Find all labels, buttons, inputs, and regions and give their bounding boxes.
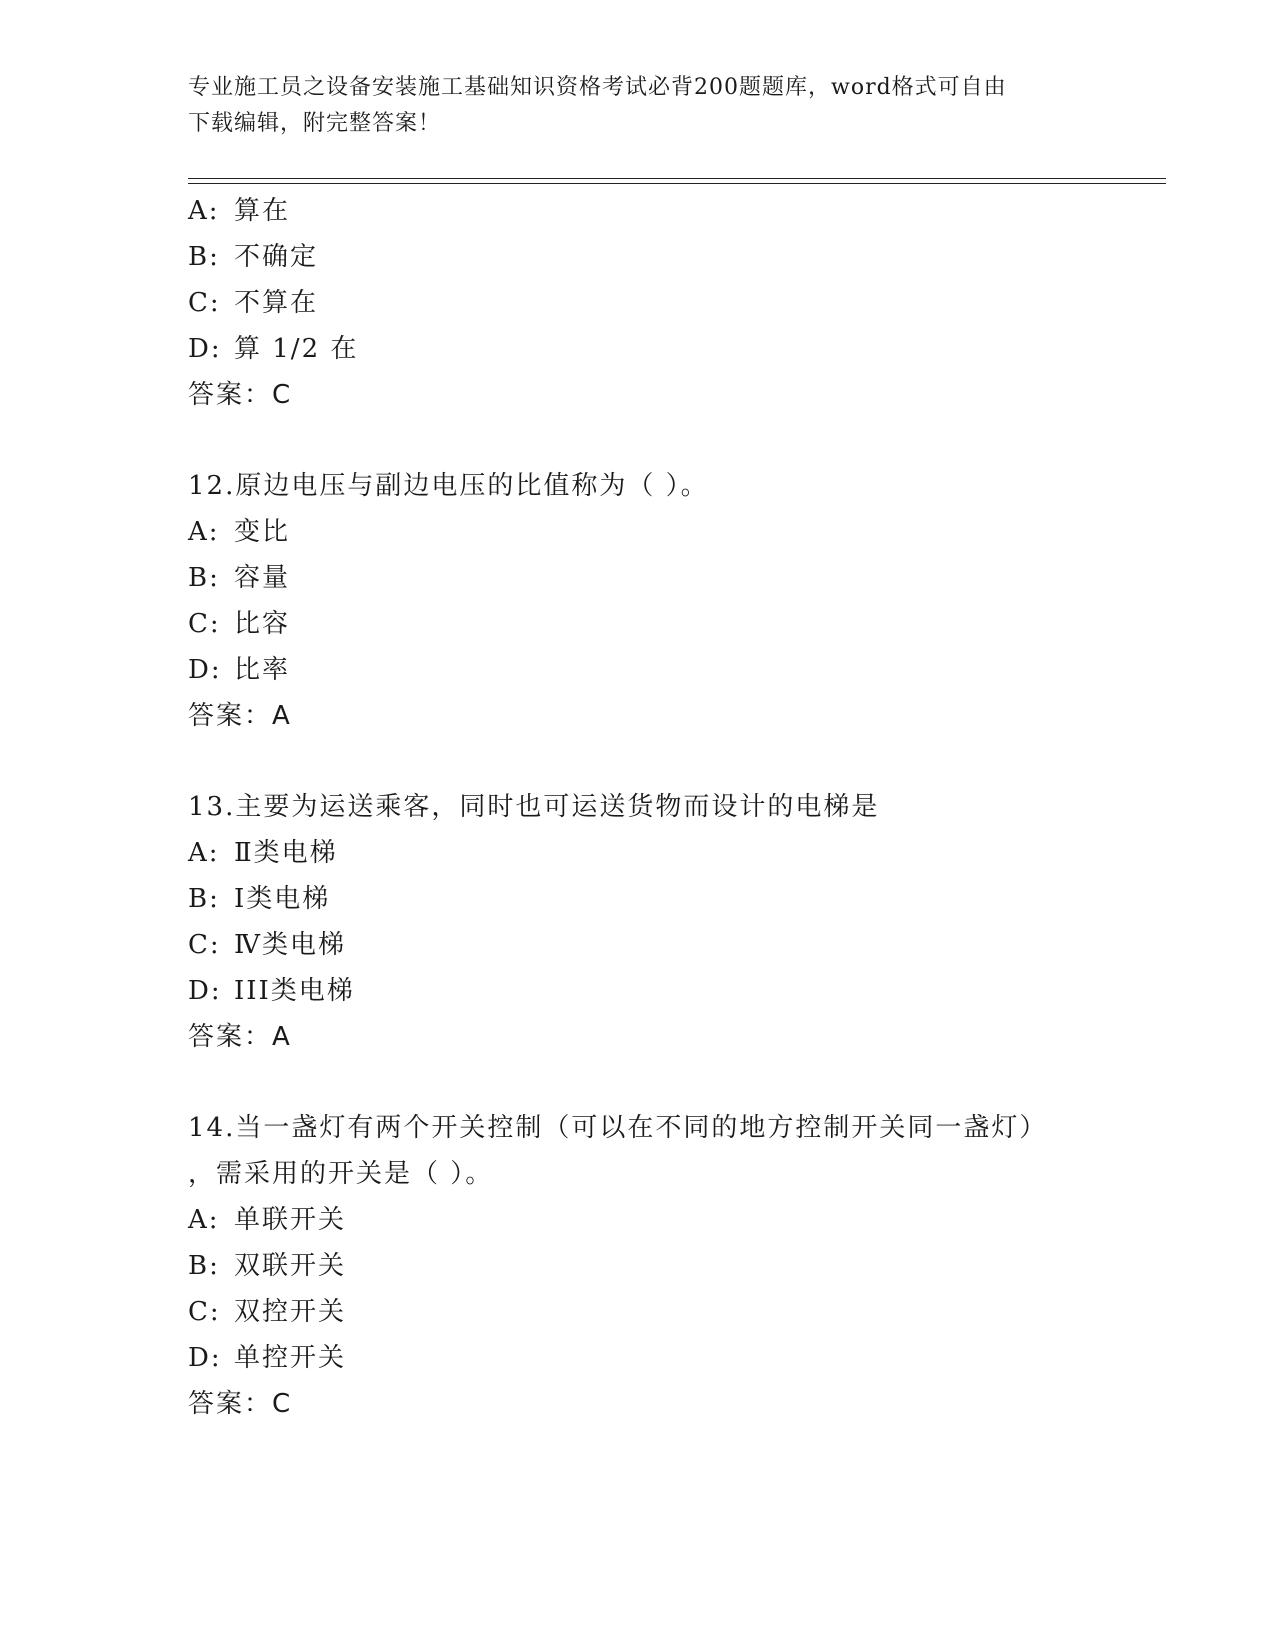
option-d <box>188 326 1168 372</box>
option-label: C: <box>188 1297 221 1327</box>
option-c <box>188 601 1168 647</box>
option-label: C: <box>188 930 221 960</box>
question-text-continued: ，需采用的开关是（ ）。 <box>188 1159 494 1189</box>
document-header <box>188 70 1088 142</box>
option-b <box>188 1243 1168 1289</box>
option-text: Ⅱ类电梯 <box>234 838 338 868</box>
option-text: Ⅳ类电梯 <box>234 930 346 960</box>
option-text: 变比 <box>234 517 291 547</box>
option-text: 比率 <box>234 655 291 685</box>
option-b <box>188 234 1168 280</box>
option-text: 比容 <box>234 609 291 639</box>
option-text: 双控开关 <box>234 1297 347 1327</box>
option-text: 双联开关 <box>234 1251 347 1281</box>
option-text: 容量 <box>234 563 291 593</box>
option-b <box>188 555 1168 601</box>
question-13-block <box>188 784 1168 1060</box>
option-label: D: <box>188 1343 222 1373</box>
option-c <box>188 922 1168 968</box>
option-text: Ⅰ类电梯 <box>234 884 331 914</box>
option-label: B: <box>188 884 220 914</box>
option-text: 单联开关 <box>234 1205 347 1235</box>
spacer <box>188 739 1168 784</box>
option-d <box>188 968 1168 1014</box>
option-text: 算 1/2 在 <box>234 334 359 364</box>
option-label: D: <box>188 655 222 685</box>
option-label: A: <box>188 838 220 868</box>
option-label: B: <box>188 563 220 593</box>
question-text: 14.当一盏灯有两个开关控制（可以在不同的地方控制开关同一盏灯） <box>188 1113 1048 1143</box>
spacer <box>188 1060 1168 1105</box>
option-d <box>188 647 1168 693</box>
option-label: C: <box>188 609 221 639</box>
option-label: C: <box>188 288 221 318</box>
option-label: D: <box>188 334 222 364</box>
option-text: 不确定 <box>234 242 319 272</box>
header-divider-bottom <box>188 183 1166 184</box>
option-text: 不算在 <box>234 288 319 318</box>
question-list <box>188 188 1168 1427</box>
option-text: 单控开关 <box>234 1343 347 1373</box>
question-11-block <box>188 188 1168 418</box>
option-label: D: <box>188 976 222 1006</box>
option-text: III类电梯 <box>234 976 355 1006</box>
option-label: A: <box>188 1205 220 1235</box>
header-divider-top <box>188 178 1166 179</box>
option-text: 算在 <box>234 196 291 226</box>
option-a <box>188 830 1168 876</box>
option-a <box>188 1197 1168 1243</box>
option-d <box>188 1335 1168 1381</box>
option-label: A: <box>188 196 220 226</box>
option-c <box>188 1289 1168 1335</box>
question-text: 12.原边电压与副边电压的比值称为（ ）。 <box>188 471 709 501</box>
option-label: A: <box>188 517 220 547</box>
question-14-block <box>188 1105 1168 1427</box>
header-line-1: 专业施工员之设备安装施工基础知识资格考试必背200题题库，word格式可自由 <box>188 75 1007 100</box>
option-a <box>188 509 1168 555</box>
answer-line: 答案：A <box>188 701 292 731</box>
answer-line: 答案：A <box>188 1022 292 1052</box>
option-label: B: <box>188 1251 220 1281</box>
option-label: B: <box>188 242 220 272</box>
option-c <box>188 280 1168 326</box>
header-line-2: 下载编辑，附完整答案！ <box>188 111 442 136</box>
option-b <box>188 876 1168 922</box>
question-text: 13.主要为运送乘客，同时也可运送货物而设计的电梯是 <box>188 792 880 822</box>
question-12-block <box>188 463 1168 739</box>
answer-line: 答案：C <box>188 1389 293 1419</box>
spacer <box>188 418 1168 463</box>
answer-line: 答案：C <box>188 380 293 410</box>
option-a <box>188 188 1168 234</box>
